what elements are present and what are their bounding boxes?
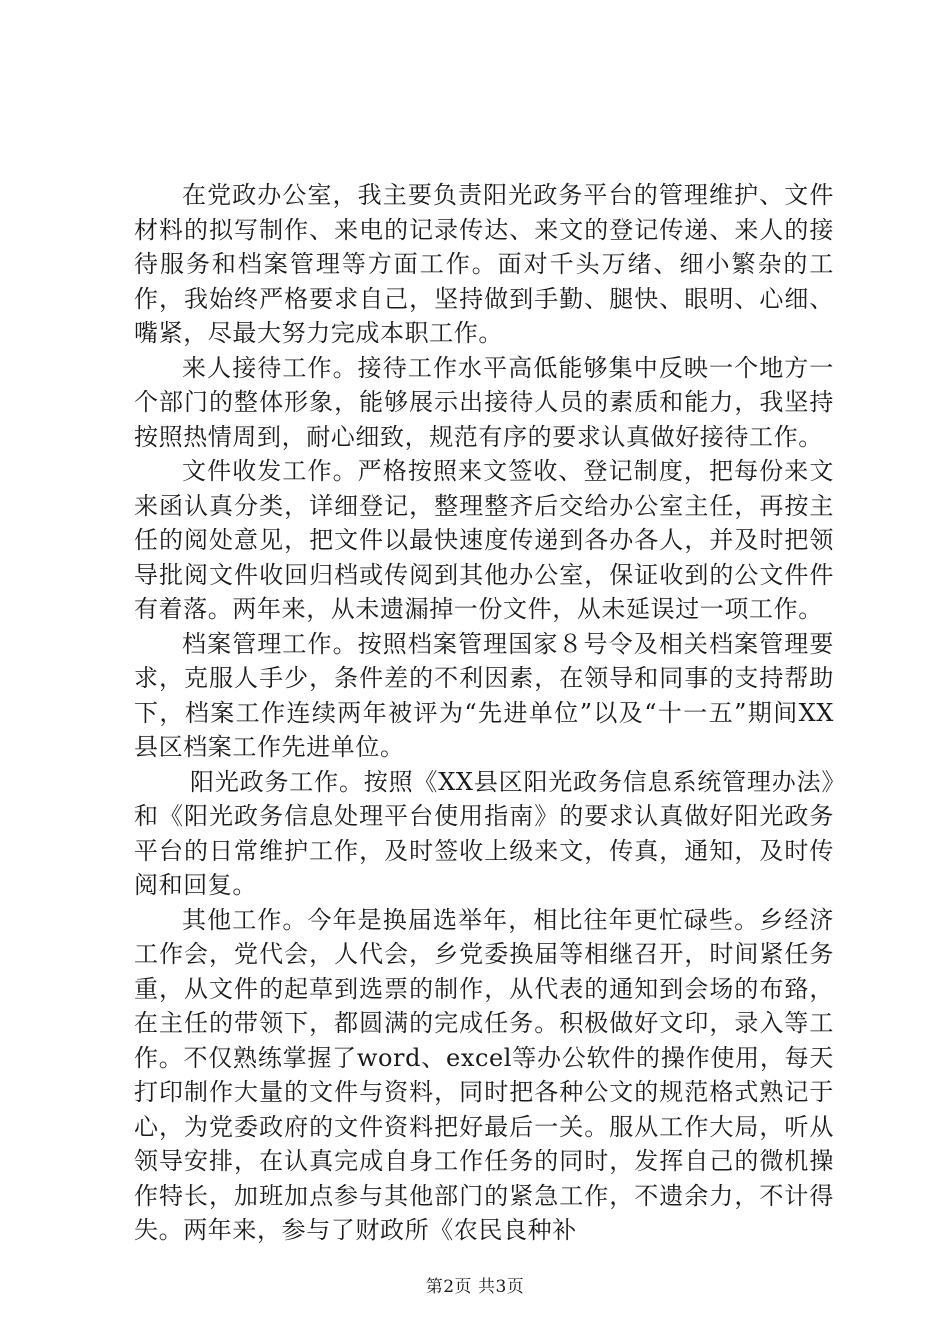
paragraph-other-work: 其他工作。今年是换届选举年，相比往年更忙碌些。乡经济工作会，党代会，人代会，乡党委换届等相继召开，时间紧任务重，从文件的起草到选票的制作，从代表的通知到会场的布臵，在主任的带领下，都圆满的完成任务。积极做好文印，录入等工作。不仅熟练掌握了word、excel等办公软件的操作使用，每天打印制作大量的文件与资料，同时把各种公文的规范格式熟记于心，为党委政府的文件资料把好最后一关。服从工作大局，听从领导安排，在认真完成自身工作任务的同时，发挥自己的微机操作特长，加班加点参与其他部门的紧急工作，不遗余力，不计得失。两年来，参与了财政所《农民良种补 — [134, 905, 834, 1244]
paragraph-reception-work: 来人接待工作。接待工作水平高低能够集中反映一个地方一个部门的整体形象，能够展示出接待人员的素质和能力，我坚持按照热情周到，耐心细致，规范有序的要求认真做好接待工作。 — [134, 353, 834, 451]
paragraph-archive-management: 档案管理工作。按照档案管理国家８号令及相关档案管理要求，克服人手少，条件差的不利因素，在领导和同事的支持帮助下，档案工作连续两年被评为“先进单位”以及“十一五”期间XX县区档案工作先进单位。 — [134, 629, 834, 761]
page-footer: 第2页 共3页 — [425, 1277, 525, 1297]
paragraph-office-duties: 在党政办公室，我主要负责阳光政务平台的管理维护、文件材料的拟写制作、来电的记录传达、来文的登记传递、来人的接待服务和档案管理等方面工作。面对千头万绪、细小繁杂的工作，我始终严格要求自己，坚持做到手勤、腿快、眼明、心细、嘴紧，尽最大努力完成本职工作。 — [134, 181, 834, 347]
document-body — [134, 178, 834, 1248]
paragraph-document-handling: 文件收发工作。严格按照来文签收、登记制度，把每份来文来函认真分类，详细登记，整理整齐后交给办公室主任，再按主任的阅处意见，把文件以最快速度传递到各办各人，并及时把领导批阅文件收回归档或传阅到其他办公室，保证收到的公文件件有着落。两年来，从未遗漏掉一份文件，从未延误过一项工作。 — [134, 457, 834, 623]
paragraph-sunshine-government: 阳光政务工作。按照《XX县区阳光政务信息系统管理办法》和《阳光政务信息处理平台使用指南》的要求认真做好阳光政务平台的日常维护工作，及时签收上级来文，传真，通知，及时传阅和回复。 — [134, 767, 834, 899]
